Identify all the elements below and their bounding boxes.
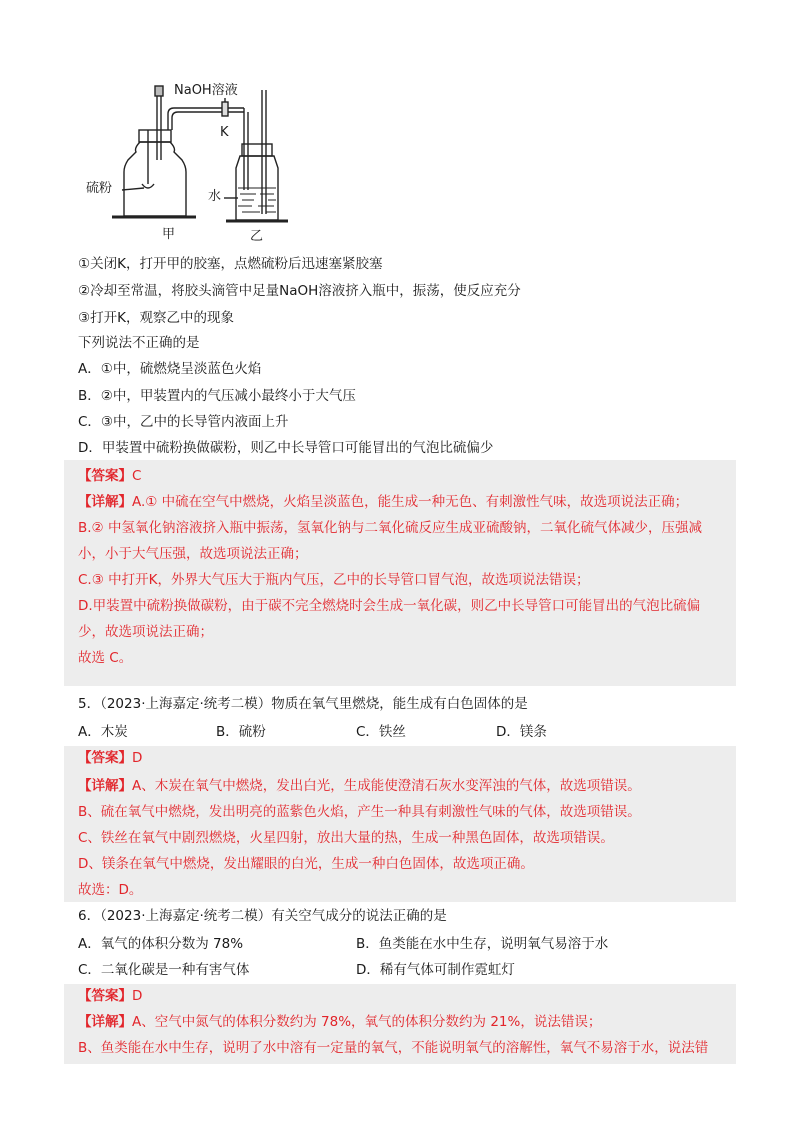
q4-step-2: ②冷却至常温，将胶头滴管中足量NaOH溶液挤入瓶中，振荡，使反应充分 (78, 283, 521, 299)
q5-option-a: A．木炭 (78, 724, 128, 740)
q4-detail-5: D.甲装置中硫粉换做碳粉，由于碳不完全燃烧时会生成一氧化碳，则乙中长导管口可能冒出的气泡比硫偏 (78, 598, 701, 614)
q4-step-1: ①关闭K，打开甲的胶塞，点燃硫粉后迅速塞紧胶塞 (78, 256, 383, 272)
q4-option-c: C．③中，乙中的长导管内液面上升 (78, 414, 289, 430)
q5-detail-3: C、铁丝在氧气中剧烈燃烧，火星四射，放出大量的热，生成一种黑色固体，故选项错误。 (78, 830, 614, 846)
q5-answer: 【答案】D (78, 750, 143, 766)
q5-option-c: C．铁丝 (356, 724, 406, 740)
q5-detail-5: 故选：D。 (78, 882, 143, 898)
sulfur-label: 硫粉 (86, 181, 113, 196)
apparatus-figure (84, 80, 300, 248)
apparatus-diagram (84, 80, 300, 248)
q4-detail-2: B.② 中氢氧化钠溶液挤入瓶中振荡，氢氧化钠与二氧化硫反应生成亚硫酸钠，二氧化硫气体减少，压强减 (78, 520, 702, 536)
q6-option-d: D．稀有气体可制作霓虹灯 (356, 962, 515, 978)
q6-answer-box (64, 984, 736, 1064)
q6-answer: 【答案】D (78, 988, 143, 1004)
valve-k-label: K (220, 125, 229, 140)
q4-option-a: A．①中，硫燃烧呈淡蓝色火焰 (78, 361, 262, 377)
q4-option-d: D．甲装置中硫粉换做碳粉，则乙中长导管口可能冒出的气泡比硫偏少 (78, 440, 494, 456)
q4-option-b: B．②中，甲装置内的气压减小最终小于大气压 (78, 388, 356, 404)
q5-stem: 5．（2023·上海嘉定·统考二模）物质在氧气里燃烧，能生成有白色固体的是 (78, 696, 528, 712)
q4-detail-6: 少，故选项说法正确； (78, 624, 213, 640)
q4-prompt: 下列说法不正确的是 (78, 335, 200, 351)
q5-option-b: B．硫粉 (216, 724, 266, 740)
q5-option-d: D．镁条 (496, 724, 547, 740)
q4-detail-7: 故选 C。 (78, 650, 133, 666)
naoh-label: NaOH溶液 (174, 83, 238, 98)
q5-answer-box (64, 746, 736, 902)
bottle-yi-label: 乙 (250, 229, 264, 244)
q4-detail-4: C.③ 中打开K，外界大气压大于瓶内气压，乙中的长导管口冒气泡，故选项说法错误； (78, 572, 590, 588)
q4-answer: 【答案】C (78, 468, 142, 484)
water-label: 水 (208, 189, 222, 204)
q6-stem: 6．（2023·上海嘉定·统考二模）有关空气成分的说法正确的是 (78, 908, 447, 924)
q6-detail-1: 【详解】A、空气中氮气的体积分数约为 78%，氧气的体积分数约为 21%，说法错误； (78, 1014, 602, 1030)
q6-option-a: A．氧气的体积分数为 78% (78, 936, 244, 952)
q4-step-3: ③打开K，观察乙中的现象 (78, 310, 234, 326)
q6-detail-2: B、鱼类能在水中生存，说明了水中溶有一定量的氧气，不能说明氧气的溶解性，氧气不易溶于水，说法错 (78, 1040, 709, 1056)
q4-detail-3: 小，小于大气压强，故选项说法正确； (78, 546, 308, 562)
q4-detail-1: 【详解】A.① 中硫在空气中燃烧，火焰呈淡蓝色，能生成一种无色、有刺激性气味，故选项说法正确； (78, 494, 689, 510)
q5-detail-1: 【详解】A、木炭在氧气中燃烧，发出白光，生成能使澄清石灰水变浑浊的气体，故选项错误。 (78, 778, 641, 794)
flask-jia-label: 甲 (162, 227, 176, 242)
q6-option-c: C．二氧化碳是一种有害气体 (78, 962, 250, 978)
q5-detail-2: B、硫在氧气中燃烧，发出明亮的蓝紫色火焰，产生一种具有刺激性气味的气体，故选项错误。 (78, 804, 641, 820)
q4-answer-box (64, 460, 736, 686)
q6-option-b: B．鱼类能在水中生存，说明氧气易溶于水 (356, 936, 609, 952)
q5-detail-4: D、镁条在氧气中燃烧，发出耀眼的白光，生成一种白色固体，故选项正确。 (78, 856, 534, 872)
